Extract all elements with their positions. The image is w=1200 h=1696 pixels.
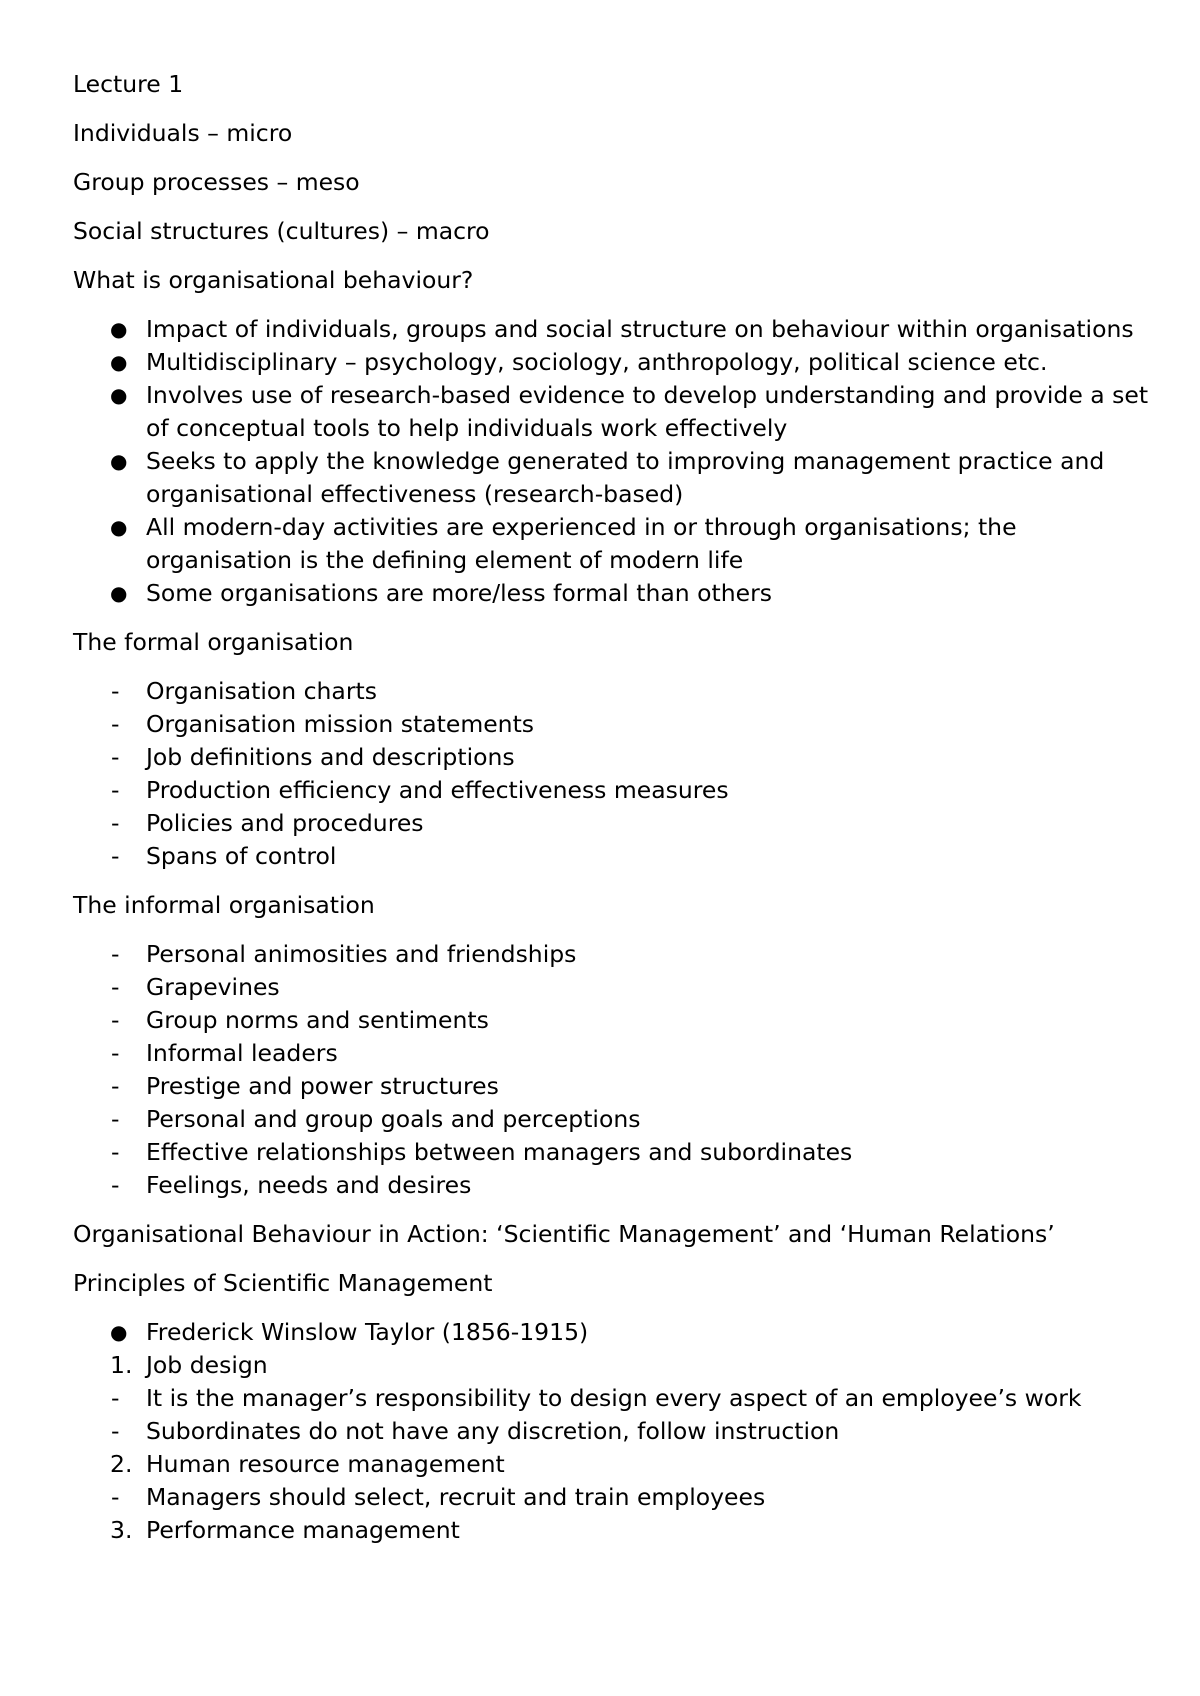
dash-icon: - xyxy=(111,1417,120,1445)
lecture-title: Lecture 1 xyxy=(73,70,184,98)
list-item-text: Multidisciplinary – psychology, sociology, anthropology, political science etc. xyxy=(146,348,1048,376)
list-number: 3. xyxy=(110,1516,133,1544)
list-item xyxy=(73,938,1153,971)
list-item xyxy=(73,1514,1153,1547)
principles-list xyxy=(73,1316,1153,1547)
dash-icon: - xyxy=(111,842,120,870)
dash-icon: - xyxy=(111,677,120,705)
level-micro: Individuals – micro xyxy=(73,119,293,147)
list-item xyxy=(73,708,1153,741)
list-item-text: Grapevines xyxy=(146,973,280,1001)
list-item xyxy=(73,445,1153,511)
document-page xyxy=(73,68,1153,1563)
informal-heading: The informal organisation xyxy=(73,891,375,919)
list-item-text: Human resource management xyxy=(146,1450,505,1478)
list-item xyxy=(73,1316,1153,1349)
bullet-icon: ● xyxy=(110,581,128,605)
list-item-text: Organisation mission statements xyxy=(146,710,535,738)
list-item xyxy=(73,840,1153,873)
list-item-text: Policies and procedures xyxy=(146,809,424,837)
list-item xyxy=(73,577,1153,610)
list-item xyxy=(73,511,1153,577)
list-item xyxy=(73,1349,1153,1382)
formal-list xyxy=(73,675,1153,873)
list-item-text: Feelings, needs and desires xyxy=(146,1171,472,1199)
dash-icon: - xyxy=(111,809,120,837)
dash-icon: - xyxy=(111,776,120,804)
principles-heading: Principles of Scientific Management xyxy=(73,1269,493,1297)
list-item-text: Frederick Winslow Taylor (1856-1915) xyxy=(146,1318,589,1346)
bullet-icon: ● xyxy=(110,1320,128,1344)
dash-icon: - xyxy=(111,1138,120,1166)
list-item xyxy=(73,1169,1153,1202)
list-item xyxy=(73,1481,1153,1514)
level-macro: Social structures (cultures) – macro xyxy=(73,217,490,245)
dash-icon: - xyxy=(111,743,120,771)
bullet-icon: ● xyxy=(110,449,128,473)
list-item-text: It is the manager’s responsibility to design every aspect of an employee’s work xyxy=(146,1384,1082,1412)
dash-icon: - xyxy=(111,940,120,968)
dash-icon: - xyxy=(111,1072,120,1100)
list-item xyxy=(73,1382,1153,1415)
list-item xyxy=(73,1136,1153,1169)
ob-heading: What is organisational behaviour? xyxy=(73,266,474,294)
list-item xyxy=(73,971,1153,1004)
list-item-text: Effective relationships between managers and subordinates xyxy=(146,1138,853,1166)
informal-list xyxy=(73,938,1153,1202)
list-item xyxy=(73,1103,1153,1136)
list-item-text: Group norms and sentiments xyxy=(146,1006,489,1034)
list-item xyxy=(73,346,1153,379)
list-item xyxy=(73,675,1153,708)
list-item-text: Informal leaders xyxy=(146,1039,338,1067)
dash-icon: - xyxy=(111,973,120,1001)
list-item-text: Performance management xyxy=(146,1516,460,1544)
bullet-icon: ● xyxy=(110,383,128,407)
level-meso: Group processes – meso xyxy=(73,168,360,196)
list-item-text: Subordinates do not have any discretion, follow instruction xyxy=(146,1417,840,1445)
formal-heading: The formal organisation xyxy=(73,628,354,656)
list-item xyxy=(73,807,1153,840)
bullet-icon: ● xyxy=(110,350,128,374)
list-item-text: Job definitions and descriptions xyxy=(146,743,515,771)
list-number: 2. xyxy=(110,1450,133,1478)
bullet-icon: ● xyxy=(110,515,128,539)
dash-icon: - xyxy=(111,1171,120,1199)
action-heading: Organisational Behaviour in Action: ‘Scientific Management’ and ‘Human Relations’ xyxy=(73,1220,1055,1248)
ob-points-list xyxy=(73,313,1153,610)
list-number: 1. xyxy=(110,1351,133,1379)
list-item xyxy=(73,741,1153,774)
dash-icon: - xyxy=(111,710,120,738)
list-item xyxy=(73,1415,1153,1448)
list-item-text: Personal animosities and friendships xyxy=(146,940,577,968)
list-item-text: Job design xyxy=(146,1351,268,1379)
list-item-text: All modern-day activities are experienced in or through organisations; the organisation is the defining element of modern life xyxy=(146,513,1017,574)
list-item-text: Involves use of research-based evidence to develop understanding and provide a set of conceptual tools to help individuals work effectively xyxy=(146,381,1149,442)
list-item xyxy=(73,379,1153,445)
list-item-text: Organisation charts xyxy=(146,677,377,705)
list-item-text: Seeks to apply the knowledge generated to improving management practice and organisational effectiveness (research-based) xyxy=(146,447,1105,508)
list-item xyxy=(73,1037,1153,1070)
list-item xyxy=(73,774,1153,807)
dash-icon: - xyxy=(111,1384,120,1412)
list-item xyxy=(73,1070,1153,1103)
list-item-text: Impact of individuals, groups and social structure on behaviour within organisations xyxy=(146,315,1134,343)
dash-icon: - xyxy=(111,1483,120,1511)
list-item xyxy=(73,1448,1153,1481)
list-item-text: Production efficiency and effectiveness measures xyxy=(146,776,729,804)
list-item-text: Spans of control xyxy=(146,842,337,870)
list-item-text: Prestige and power structures xyxy=(146,1072,499,1100)
list-item-text: Some organisations are more/less formal than others xyxy=(146,579,772,607)
dash-icon: - xyxy=(111,1006,120,1034)
list-item xyxy=(73,1004,1153,1037)
dash-icon: - xyxy=(111,1105,120,1133)
dash-icon: - xyxy=(111,1039,120,1067)
bullet-icon: ● xyxy=(110,317,128,341)
list-item xyxy=(73,313,1153,346)
list-item-text: Managers should select, recruit and train employees xyxy=(146,1483,766,1511)
list-item-text: Personal and group goals and perceptions xyxy=(146,1105,641,1133)
